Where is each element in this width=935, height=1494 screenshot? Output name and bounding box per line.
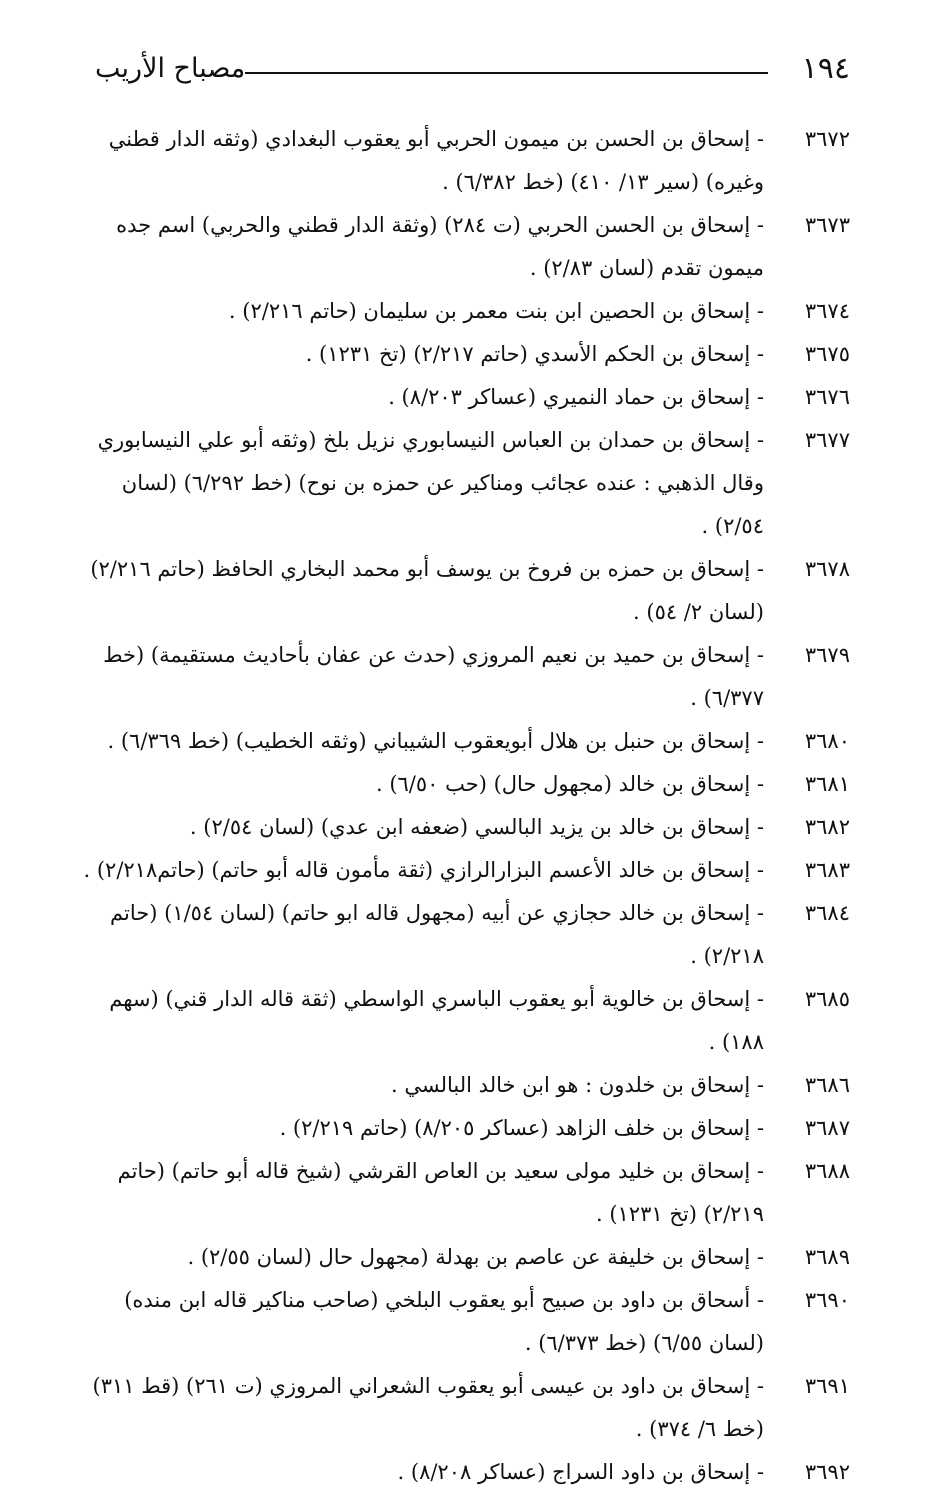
entry-text: - إسحاق بن داود بن عيسى أبو يعقوب الشعراني المروزي (ت ٢٦١) (قط ٣١١) (خط ٦/ ٣٧٤) . <box>92 1374 764 1441</box>
entry-text: - إسحاق بن خلف الزاهد (عساكر ٨/٢٠٥) (حاتم ٢/٢١٩) . <box>279 1116 764 1140</box>
entry <box>70 634 850 720</box>
entry-number: ٣٦٨٧ <box>804 1116 850 1140</box>
entry-number: ٣٦٧٤ <box>804 299 850 323</box>
entry <box>70 720 850 763</box>
entry <box>70 763 850 806</box>
entry-text: - إسحاق بن الحسن الحربي (ت ٢٨٤) (وثقة الدار قطني والحربي) اسم جده ميمون تقدم (لسان ٢/٨٣) . <box>116 213 764 280</box>
entry <box>70 1064 850 1107</box>
entry-text: - إسحاق بن حمدان بن العباس النيسابوري نزيل بلخ (وثقه أبو علي النيسابوري وقال الذهبي : عنده عجائب ومناكير عن حمزه بن نوح) (خط ٦/٢٩٢) (لسان ٢/٥٤) . <box>97 428 764 538</box>
page-number: ١٩٤ <box>801 51 850 86</box>
entry <box>70 419 850 548</box>
entry <box>70 118 850 204</box>
entry-number: ٣٦٩١ <box>804 1374 850 1398</box>
entry-number: ٣٦٧٣ <box>804 213 850 237</box>
entry <box>70 1107 850 1150</box>
entry-text: - إسحاق بن حنبل بن هلال أبويعقوب الشيباني (وثقه الخطيب) (خط ٦/٣٦٩) . <box>107 729 764 753</box>
entry-text: - إسحاق بن خلدون : هو ابن خالد البالسي . <box>391 1073 764 1097</box>
entry <box>70 892 850 978</box>
entry-text: - إسحاق بن خليد مولى سعيد بن العاص القرشي (شيخ قاله أبو حاتم) (حاتم ٢/٢١٩) (تخ ١٢٣١) . <box>117 1159 764 1226</box>
entry <box>70 849 850 892</box>
entry-text: - إسحاق بن خالد (مجهول حال) (حب ٦/٥٠) . <box>375 772 764 796</box>
entry <box>70 1236 850 1279</box>
entry-number: ٣٦٨١ <box>804 772 850 796</box>
entry-number: ٣٦٧٩ <box>804 643 850 667</box>
entry-text: - إسحاق بن حميد بن نعيم المروزي (حدث عن عفان بأحاديث مستقيمة) (خط ٦/٣٧٧) . <box>103 643 764 710</box>
entry <box>70 1150 850 1236</box>
entry <box>70 1451 850 1494</box>
entry-text: - إسحاق بن خالد بن يزيد البالسي (ضعفه ابن عدي) (لسان ٢/٥٤) . <box>189 815 764 839</box>
entry <box>70 548 850 634</box>
entry-list <box>70 118 850 1494</box>
entry-number: ٣٦٧٨ <box>804 557 850 581</box>
entry-number: ٣٦٩٢ <box>804 1460 850 1484</box>
entry-text: - أسحاق بن داود بن صبيح أبو يعقوب البلخي (صاحب مناكير قاله ابن منده) (لسان ٦/٥٥) (خط ٦/٣٧٣) . <box>124 1288 764 1355</box>
entry <box>70 806 850 849</box>
entry <box>70 333 850 376</box>
entry-number: ٣٦٧٦ <box>804 385 850 409</box>
entry-text: - إسحاق بن حمزه بن فروخ بن يوسف أبو محمد البخاري الحافظ (حاتم ٢/٢١٦) (لسان ٢/ ٥٤) . <box>90 557 764 624</box>
entry-text: - إسحاق بن الحسن بن ميمون الحربي أبو يعقوب البغدادي (وثقه الدار قطني وغيره) (سير ١٣/ ٤١٠) (خط ٦/٣٨٢) . <box>108 127 764 194</box>
entry <box>70 1279 850 1365</box>
entry <box>70 204 850 290</box>
entry-text: - إسحاق بن خالوية أبو يعقوب الباسري الواسطي (ثقة قاله الدار قني) (سهم ١٨٨) . <box>109 987 764 1054</box>
entry-text: - إسحاق بن الحكم الأسدي (حاتم ٢/٢١٧) (تخ ١٢٣١) . <box>305 342 764 366</box>
running-title: مصباح الأريب <box>95 53 246 84</box>
entry-number: ٣٦٨٠ <box>804 729 850 753</box>
entry-number: ٣٦٨٩ <box>804 1245 850 1269</box>
entry-number: ٣٦٨٣ <box>804 858 850 882</box>
header-rule <box>245 72 768 74</box>
entry-number: ٣٦٧٧ <box>804 428 850 452</box>
page-header <box>95 50 850 90</box>
entry-text: - إسحاق بن الحصين ابن بنت معمر بن سليمان (حاتم ٢/٢١٦) . <box>228 299 764 323</box>
entry-number: ٣٦٧٥ <box>804 342 850 366</box>
entry-number: ٣٦٨٦ <box>804 1073 850 1097</box>
entry <box>70 376 850 419</box>
entry-number: ٣٦٨٤ <box>804 901 850 925</box>
entry-text: - إسحاق بن خليفة عن عاصم بن بهدلة (مجهول حال (لسان ٢/٥٥) . <box>187 1245 764 1269</box>
entry-number: ٣٦٩٠ <box>804 1288 850 1312</box>
entry-number: ٣٦٨٨ <box>804 1159 850 1183</box>
entry-number: ٣٦٧٢ <box>804 127 850 151</box>
entry-text: - إسحاق بن خالد الأعسم البزارالرازي (ثقة مأمون قاله أبو حاتم) (حاتم٢/٢١٨) . <box>83 858 764 882</box>
entry <box>70 978 850 1064</box>
entry-number: ٣٦٨٢ <box>804 815 850 839</box>
entry <box>70 1365 850 1451</box>
entry-text: - إسحاق بن خالد حجازي عن أبيه (مجهول قاله ابو حاتم) (لسان ١/٥٤) (حاتم ٢/٢١٨) . <box>110 901 764 968</box>
entry-number: ٣٦٨٥ <box>804 987 850 1011</box>
entry <box>70 290 850 333</box>
entry-text: - إسحاق بن حماد النميري (عساكر ٨/٢٠٣) . <box>388 385 764 409</box>
entry-text: - إسحاق بن داود السراج (عساكر ٨/٢٠٨) . <box>397 1460 764 1484</box>
